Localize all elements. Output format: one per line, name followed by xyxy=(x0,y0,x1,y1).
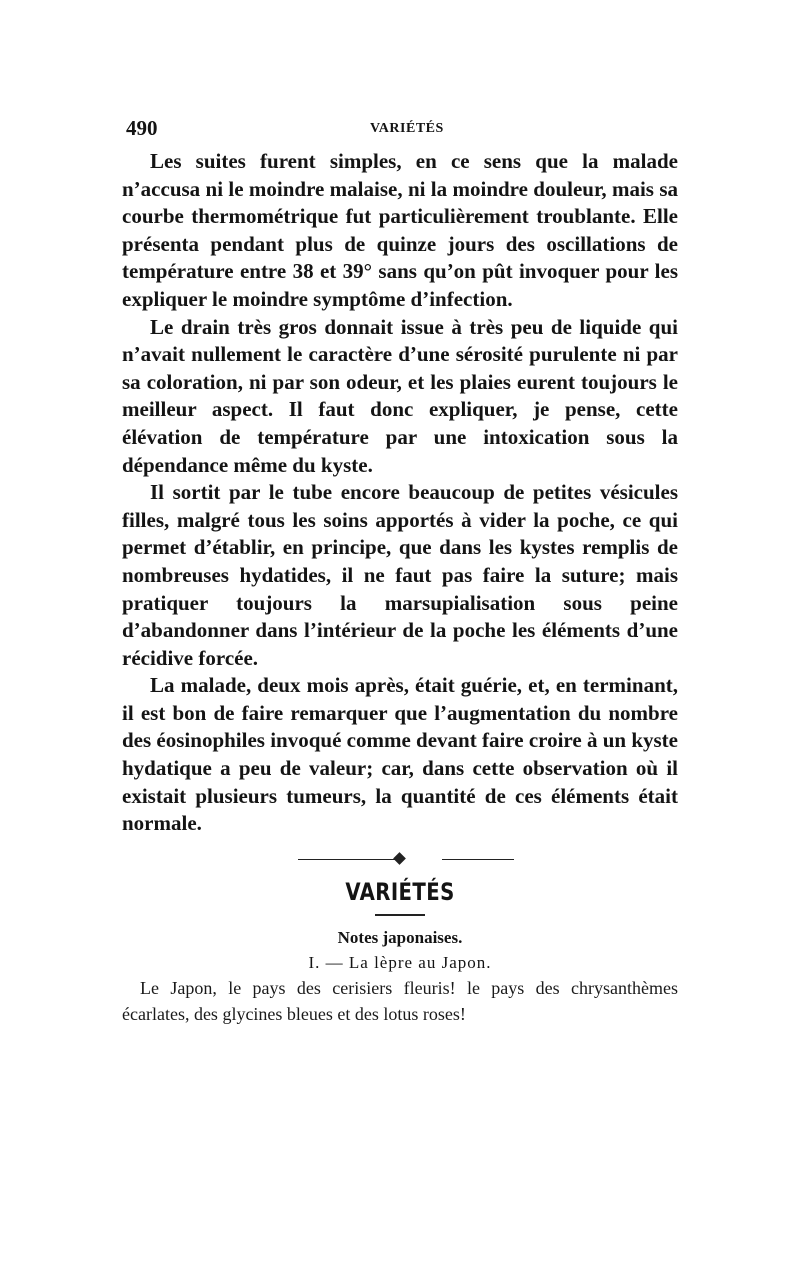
ornament-diamond-icon xyxy=(393,852,406,865)
section-separator-ornament xyxy=(122,848,678,870)
paragraph-2: Le drain très gros donnait issue à très peu de liquide qui n’avait nullement le caractère d’une sérosité purulente ni par sa coloration, ni par son odeur, et les plaies eurent toujours le meilleur aspect. Il faut donc expliquer, je pense, cette élévation de température par une intoxication sous la dépendance même du kyste. xyxy=(122,314,678,477)
section-intro xyxy=(122,975,678,1027)
article-body xyxy=(122,148,678,838)
intro-paragraph: Le Japon, le pays des cerisiers fleuris! le pays des chrysanthèmes écarlates, des glycines bleues et des lotus roses! xyxy=(122,977,678,1024)
ornament-rule-left xyxy=(298,859,400,860)
page-header xyxy=(122,110,678,140)
running-head: VARIÉTÉS xyxy=(370,121,444,136)
book-page xyxy=(122,110,678,1027)
ornament-rule-right xyxy=(442,859,514,860)
subsection-heading: I. — La lèpre au Japon. xyxy=(308,952,492,972)
paragraph-4: La malade, deux mois après, était guérie, et, en terminant, il est bon de faire remarquer que l’augmentation du nombre des éosinophiles invoqué comme devant faire croire à un kyste hydatique a peu de valeur; car, dans cette observation où il existait plusieurs tumeurs, la quantité de ces éléments était normale. xyxy=(122,673,678,836)
page-number: 490 xyxy=(126,116,158,140)
paragraph-3: Il sortit par le tube encore beaucoup de petites vésicules filles, malgré tous les soins apportés à vider la poche, ce qui permet d’établir, en principe, que dans les kystes remplis de nombreuses hydatides, il ne faut pas faire la suture; mais pratiquer toujours la marsupialisation sous peine d’abandonner dans l’intérieur de la poche les éléments d’une récidive forcée. xyxy=(122,480,678,670)
title-underline-rule xyxy=(375,914,425,916)
section-subtitle: Notes japonaises. xyxy=(337,927,463,947)
section-title: VARIÉTÉS xyxy=(345,877,455,906)
paragraph-1: Les suites furent simples, en ce sens que la malade n’accusa ni le moindre malaise, ni la moindre douleur, mais sa courbe thermométrique fut particulièrement troublante. Elle présenta pendant plus de quinze jours des oscillations de température entre 38 et 39° sans qu’on pût invoquer pour les expliquer le moindre symptôme d’infection. xyxy=(122,149,678,311)
